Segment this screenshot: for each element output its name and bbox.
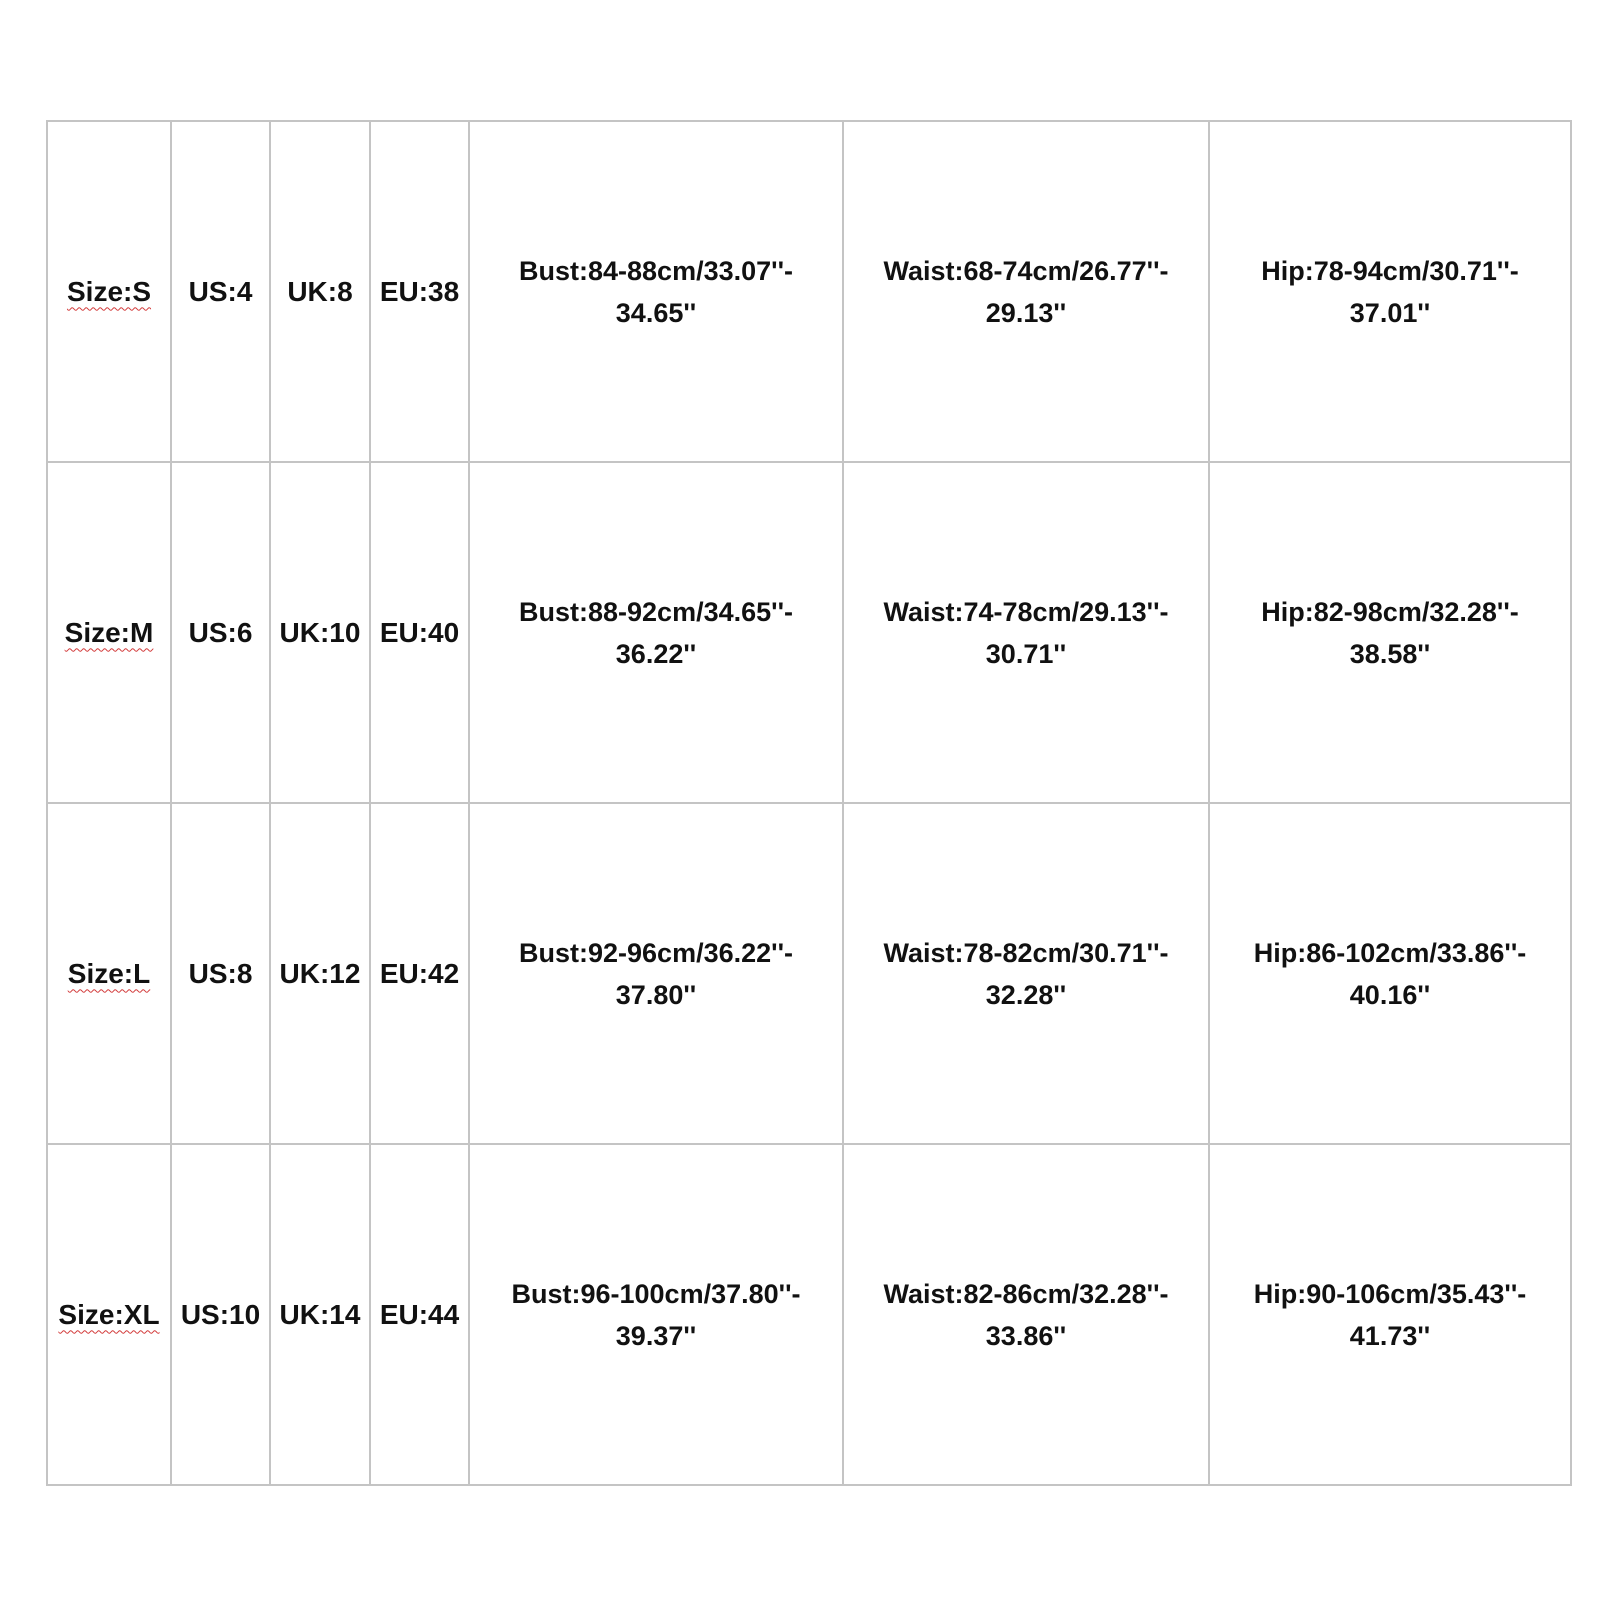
uk-size-cell: UK:12: [270, 803, 370, 1144]
waist-line-1: Waist:68-74cm/26.77''-: [883, 255, 1169, 286]
us-size-cell: US:10: [171, 1144, 270, 1485]
hip-line-1: Hip:82-98cm/32.28''-: [1261, 596, 1519, 627]
size-cell: [47, 1144, 171, 1485]
waist-cell: [843, 121, 1209, 462]
table-row: [47, 803, 1571, 1144]
waist-line-1: Waist:78-82cm/30.71''-: [883, 937, 1169, 968]
waist-cell: [843, 803, 1209, 1144]
bust-line-2: 34.65'': [615, 297, 697, 328]
hip-line-2: 40.16'': [1349, 979, 1431, 1010]
us-size-cell: US:8: [171, 803, 270, 1144]
size-cell: [47, 462, 171, 803]
bust-line-1: Bust:84-88cm/33.07''-: [519, 255, 793, 286]
uk-size-cell: UK:8: [270, 121, 370, 462]
table-row: [47, 1144, 1571, 1485]
hip-line-1: Hip:78-94cm/30.71''-: [1261, 255, 1519, 286]
bust-cell: [469, 121, 843, 462]
waist-line-2: 29.13'': [985, 297, 1067, 328]
table-row: [47, 121, 1571, 462]
hip-line-1: Hip:90-106cm/35.43''-: [1253, 1278, 1527, 1309]
waist-line-2: 30.71'': [985, 638, 1067, 669]
waist-cell: [843, 1144, 1209, 1485]
us-size-cell: US:6: [171, 462, 270, 803]
waist-cell: [843, 462, 1209, 803]
hip-cell: [1209, 121, 1571, 462]
bust-line-2: 39.37'': [615, 1320, 697, 1351]
bust-line-1: Bust:92-96cm/36.22''-: [519, 937, 793, 968]
size-label: Size:S: [66, 275, 152, 307]
hip-line-1: Hip:86-102cm/33.86''-: [1253, 937, 1527, 968]
hip-line-2: 38.58'': [1349, 638, 1431, 669]
eu-size-cell: EU:40: [370, 462, 469, 803]
uk-size-cell: UK:10: [270, 462, 370, 803]
eu-size-cell: EU:42: [370, 803, 469, 1144]
eu-size-cell: EU:38: [370, 121, 469, 462]
bust-cell: [469, 462, 843, 803]
hip-line-2: 37.01'': [1349, 297, 1431, 328]
size-chart-table: [46, 120, 1572, 1486]
waist-line-1: Waist:82-86cm/32.28''-: [883, 1278, 1169, 1309]
eu-size-cell: EU:44: [370, 1144, 469, 1485]
bust-cell: [469, 803, 843, 1144]
waist-line-1: Waist:74-78cm/29.13''-: [883, 596, 1169, 627]
waist-line-2: 33.86'': [985, 1320, 1067, 1351]
bust-line-1: Bust:88-92cm/34.65''-: [519, 596, 793, 627]
size-label: Size:M: [64, 616, 154, 648]
hip-cell: [1209, 1144, 1571, 1485]
waist-line-2: 32.28'': [985, 979, 1067, 1010]
hip-line-2: 41.73'': [1349, 1320, 1431, 1351]
size-label: Size:XL: [58, 1298, 160, 1330]
table-row: [47, 462, 1571, 803]
size-label: Size:L: [67, 957, 151, 989]
size-cell: [47, 803, 171, 1144]
us-size-cell: US:4: [171, 121, 270, 462]
bust-line-1: Bust:96-100cm/37.80''-: [511, 1278, 801, 1309]
bust-cell: [469, 1144, 843, 1485]
hip-cell: [1209, 462, 1571, 803]
uk-size-cell: UK:14: [270, 1144, 370, 1485]
bust-line-2: 37.80'': [615, 979, 697, 1010]
hip-cell: [1209, 803, 1571, 1144]
bust-line-2: 36.22'': [615, 638, 697, 669]
size-cell: [47, 121, 171, 462]
